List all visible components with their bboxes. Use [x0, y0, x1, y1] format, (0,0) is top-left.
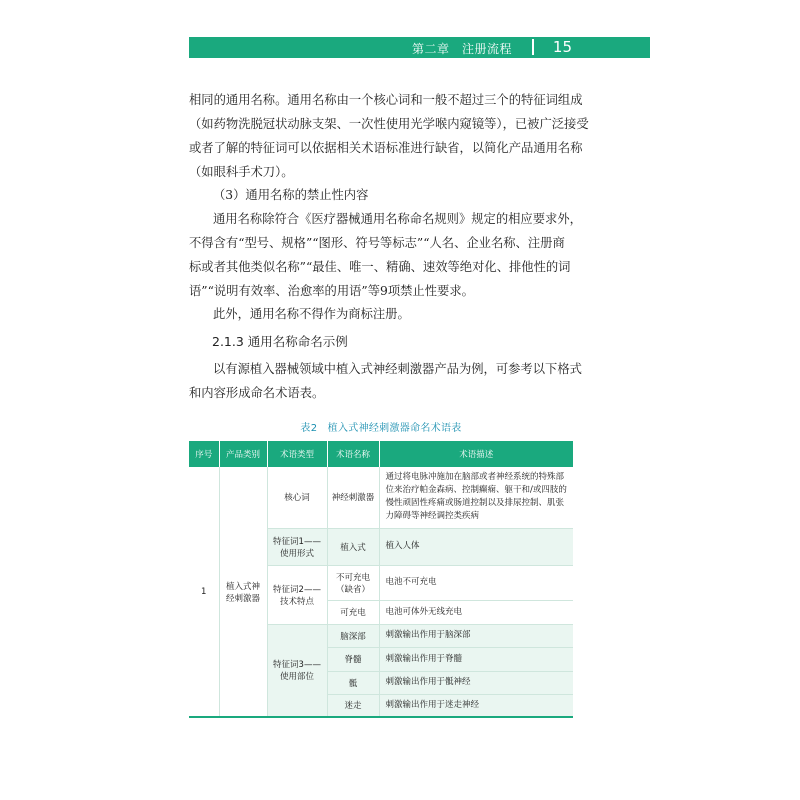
- paragraph-1: [189, 88, 589, 184]
- type-line: 特征词2——: [273, 584, 321, 595]
- header-category: 产品类别: [219, 441, 267, 467]
- category-line: 经刺激器: [225, 593, 260, 604]
- running-header: [189, 37, 650, 58]
- core-desc-cell: 通过将电脉冲施加在脑部或者神经系统的特殊部位来治疗帕金森病、控制癫痫、躯干和/或四肢的慢性顽固性疼痛或肠道控制以及排尿控制、肌张力障碍等神经调控类疾病: [379, 467, 573, 528]
- section-heading: 2.1.3 通用名称命名示例: [212, 334, 348, 349]
- type-line: 使用形式: [279, 548, 314, 559]
- core-name-cell: 神经刺激器: [327, 467, 379, 528]
- text-line: 标或者其他类似名称”“最佳、唯一、精确、速效等绝对化、排他性的词: [189, 260, 571, 274]
- text-line: 和内容形成命名术语表。: [189, 386, 325, 400]
- text-line: （3）通用名称的禁止性内容: [213, 188, 369, 202]
- f3-desc-cell: 刺激输出作用于脊髓: [379, 647, 573, 671]
- core-type-cell: 核心词: [267, 467, 327, 528]
- seq-cell: 1: [189, 467, 219, 717]
- paragraph-3: [189, 207, 582, 303]
- text-line: 相同的通用名称。通用名称由一个核心词和一般不超过三个的特征词组成: [189, 93, 583, 107]
- f1-desc-cell: 植入人体: [379, 528, 573, 565]
- name-line: 不可充电: [335, 572, 370, 583]
- text-line: 以有源植入器械领域中植入式神经刺激器产品为例，可参考以下格式: [213, 362, 582, 376]
- name-line: （缺省）: [335, 584, 370, 595]
- f1-type-cell: [267, 528, 327, 565]
- table-caption: 表2 植入式神经刺激器命名术语表: [300, 423, 462, 434]
- paragraph-5: [189, 357, 582, 405]
- f2-name-cell: [327, 565, 379, 600]
- f3-desc-cell: 刺激输出作用于骶神经: [379, 671, 573, 694]
- header-term-type: 术语类型: [267, 441, 327, 467]
- type-line: 特征词1——: [273, 536, 321, 547]
- text-line: 此外，通用名称不得作为商标注册。: [213, 307, 410, 321]
- f3-name-cell: 脊髓: [327, 647, 379, 671]
- table-header-row: [189, 441, 573, 467]
- f2-desc-cell: 电池不可充电: [379, 565, 573, 600]
- type-line: 技术特点: [279, 596, 314, 607]
- header-term-name: 术语名称: [327, 441, 379, 467]
- f3-name-cell: 迷走: [327, 694, 379, 717]
- f3-desc-cell: 刺激输出作用于迷走神经: [379, 694, 573, 717]
- f2-desc-cell: 电池可体外无线充电: [379, 600, 573, 624]
- subheading-3: [189, 183, 579, 207]
- type-line: 使用部位: [279, 672, 314, 683]
- f2-type-cell: [267, 565, 327, 624]
- f3-name-cell: 脑深部: [327, 624, 379, 647]
- header-term-desc: 术语描述: [379, 441, 573, 467]
- table-row: [189, 467, 573, 528]
- paragraph-4: [189, 302, 579, 326]
- text-line: 不得含有“型号、规格”“图形、符号等标志”“人名、企业名称、注册商: [189, 236, 565, 250]
- text-line: （如药物洗脱冠状动脉支架、一次性使用光学喉内窥镜等），已被广泛接受: [189, 117, 589, 131]
- text-line: 语”“说明有效率、治愈率的用语”等9项禁止性要求。: [189, 284, 474, 298]
- type-line: 特征词3——: [273, 660, 321, 671]
- header-seq: 序号: [189, 441, 219, 467]
- page-number: 15: [552, 38, 572, 56]
- f3-name-cell: 骶: [327, 671, 379, 694]
- text-line: 通用名称除符合《医疗器械通用名称命名规则》规定的相应要求外，: [213, 212, 582, 226]
- header-divider: [532, 39, 534, 55]
- category-cell: [219, 467, 267, 717]
- text-line: 或者了解的特征词可以依据相关术语标准进行缺省，以简化产品通用名称: [189, 141, 583, 155]
- f2-name-cell: 可充电: [327, 600, 379, 624]
- f3-desc-cell: 刺激输出作用于脑深部: [379, 624, 573, 647]
- f1-name-cell: 植入式: [327, 528, 379, 565]
- chapter-title: 第二章 注册流程: [411, 42, 512, 56]
- naming-term-table: [189, 441, 573, 718]
- category-line: 植入式神: [225, 581, 260, 592]
- text-line: （如眼科手术刀）。: [189, 165, 294, 179]
- f3-type-cell: [267, 624, 327, 717]
